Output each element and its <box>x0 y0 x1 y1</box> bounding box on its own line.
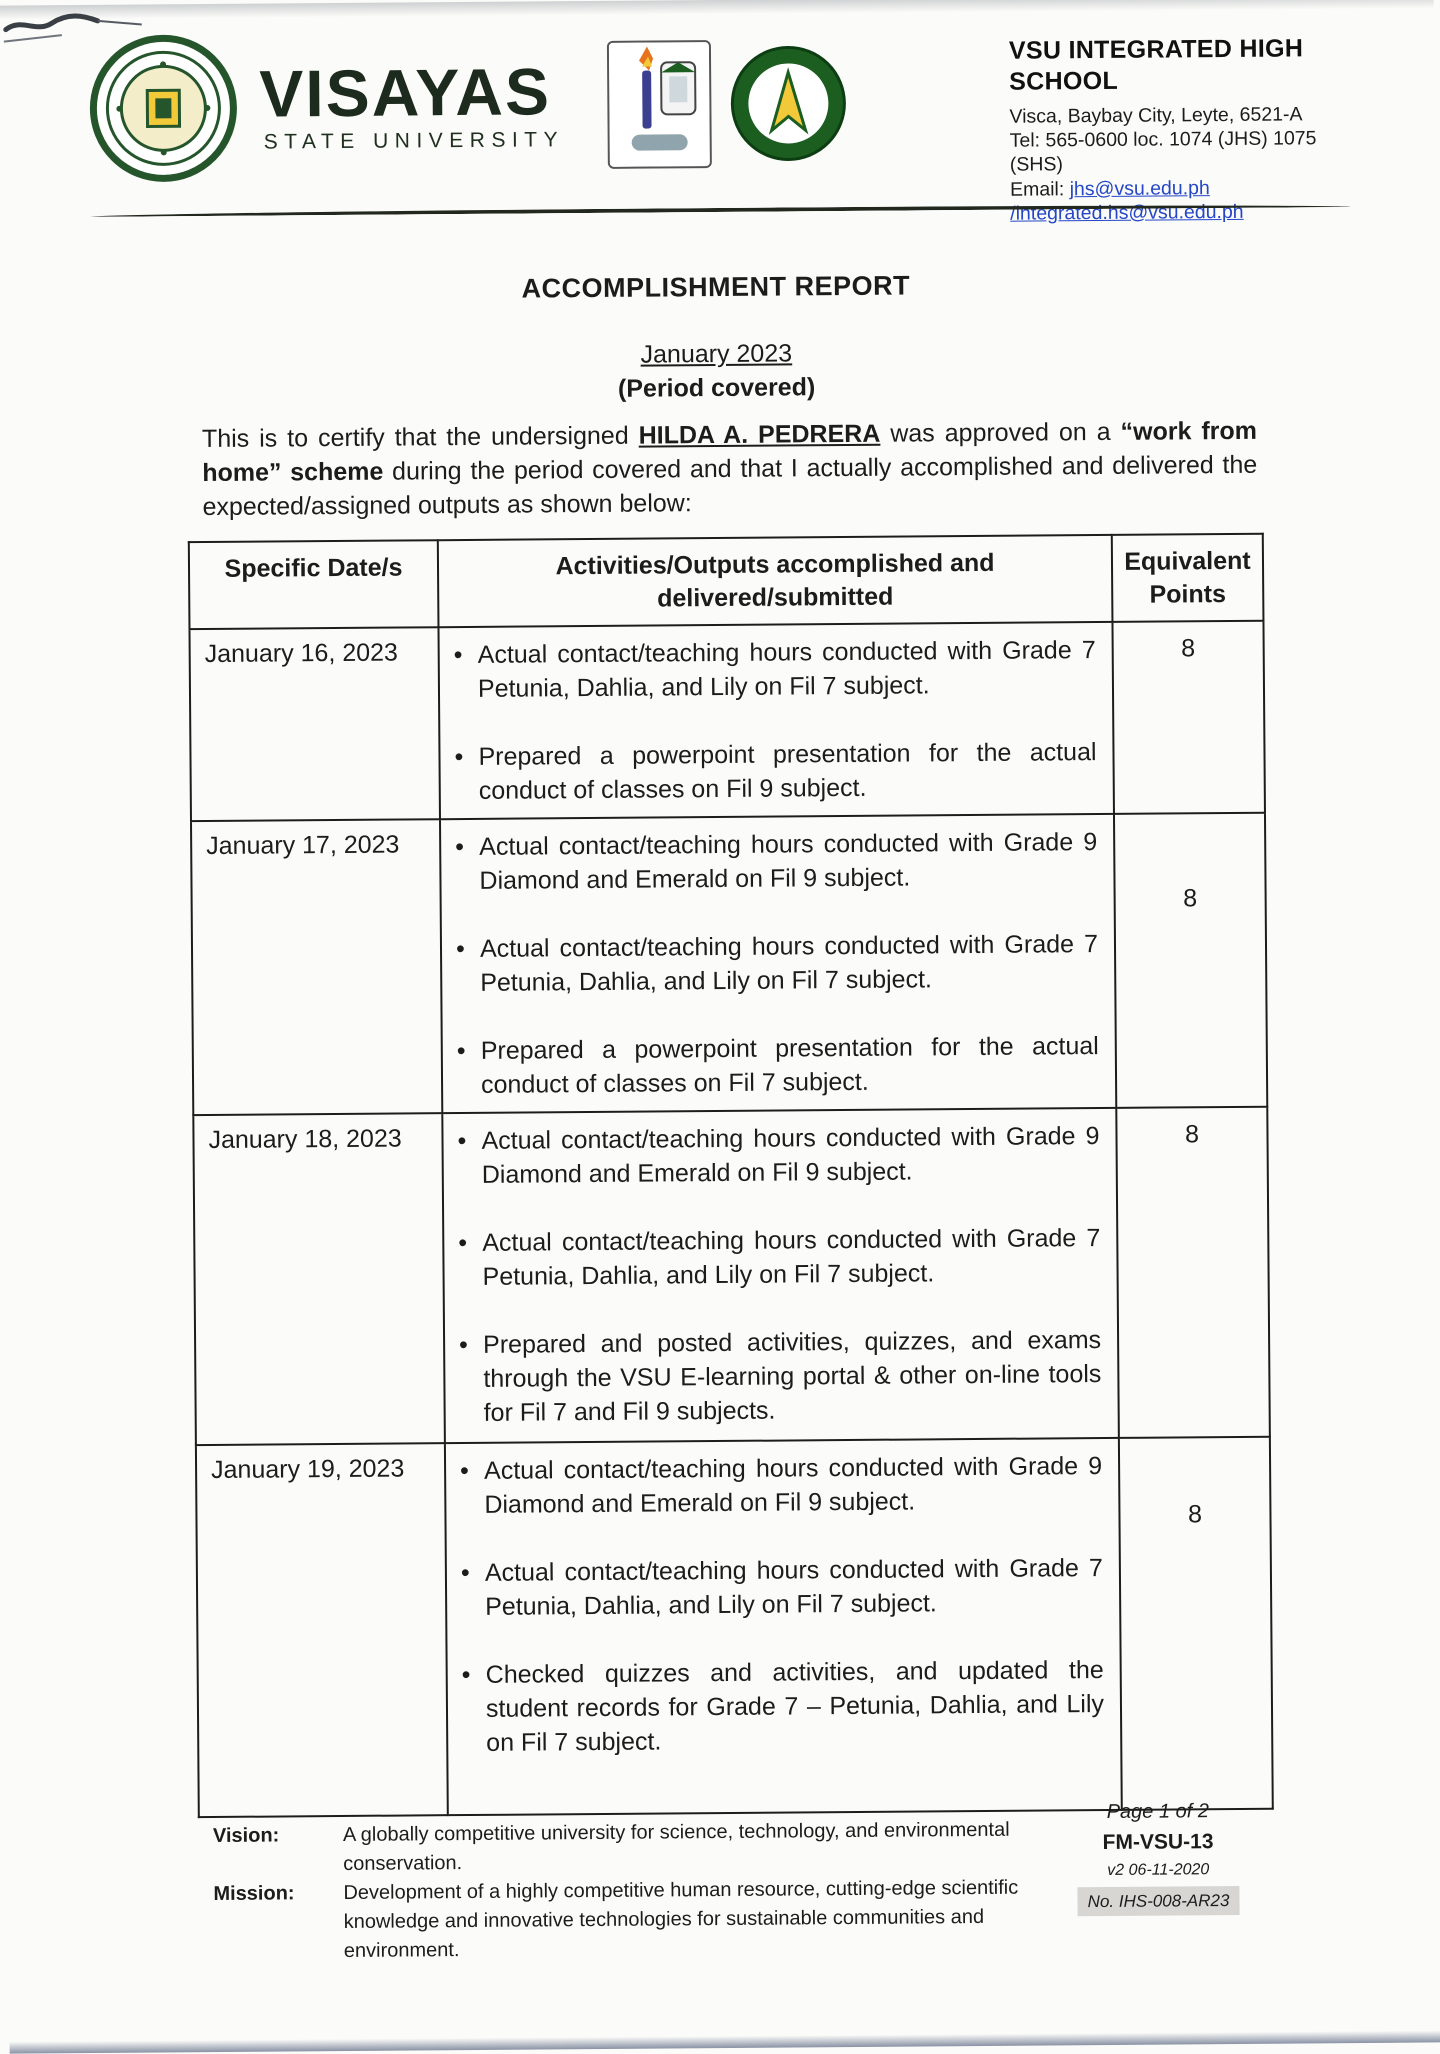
activity-bullet <box>462 1653 1105 1760</box>
table-row <box>196 1437 1273 1817</box>
university-wordmark <box>258 54 565 154</box>
activity-bullet <box>454 633 1097 706</box>
form-code: FM-VSU-13 <box>1102 1830 1214 1855</box>
mission-label: Mission: <box>213 1882 295 1906</box>
email-link-ihs[interactable]: /integrated.hs@vsu.edu.ph <box>1010 200 1244 225</box>
university-subtitle: STATE UNIVERSITY <box>263 128 565 154</box>
vsu-seal-icon <box>89 34 238 183</box>
email-label: Email: <box>1009 177 1070 201</box>
school-address: Visca, Baybay City, Leyte, 6521-A <box>1009 102 1303 128</box>
form-version: v2 06-11-2020 <box>1107 1860 1210 1879</box>
school-email-line <box>1010 175 1340 226</box>
intro-bold-phrase: “work from home” scheme <box>202 416 1258 488</box>
activity-bullet <box>457 1029 1100 1102</box>
intro-text-3: during the period covered and that I actually accomplished and delivered the expected/assigned outputs as shown below: <box>202 450 1258 522</box>
university-name: VISAYAS <box>258 54 552 131</box>
document-number: No. IHS-008-AR23 <box>1078 1885 1240 1916</box>
bullet-dot-icon <box>459 1328 484 1430</box>
certification-paragraph <box>202 414 1258 524</box>
activity-text: Actual contact/teaching hours conducted with Grade 7 Petunia, Dahlia, and Lily on Fil 7 subject. <box>479 930 1099 997</box>
activity-text: Checked quizzes and activities, and updated the student records for Grade 7 – Petunia, Dahlia, and Lily on Fil 7 subject. <box>485 1656 1105 1757</box>
table-header-row <box>189 534 1264 629</box>
intro-text-1: This is to certify that the undersigned <box>201 421 639 454</box>
points-cell: 8 <box>1114 813 1267 1108</box>
scan-edge-top <box>0 0 1434 20</box>
activity-text: Prepared and posted activities, quizzes, and exams through the VSU E-learning portal & other on-line tools for Fil 7 and Fil 9 subjects. <box>483 1326 1102 1427</box>
activity-bullet <box>459 1323 1102 1430</box>
accomplishment-table <box>188 533 1274 1818</box>
bullet-dot-icon <box>460 1454 485 1522</box>
school-telephone: Tel: 565-0600 loc. 1074 (JHS) 1075 (SHS) <box>1009 127 1317 176</box>
activity-text: Prepared a powerpoint presentation for the actual conduct of classes on Fil 7 subject. <box>480 1032 1099 1099</box>
bullet-dot-icon <box>455 830 480 898</box>
intro-text-2: was approved on a <box>880 417 1121 448</box>
activity-text: Actual contact/teaching hours conducted with Grade 7 Petunia, Dahlia, and Lily on Fil 7 subject. <box>477 636 1096 703</box>
table-row <box>193 1107 1270 1445</box>
email-link-jhs[interactable]: jhs@vsu.edu.ph <box>1069 176 1210 200</box>
col-header-points: Equivalent Points <box>1112 534 1264 622</box>
activity-bullet <box>458 1221 1101 1294</box>
period-block <box>0 332 1437 411</box>
period-label: (Period covered) <box>617 372 816 403</box>
activity-text: Actual contact/teaching hours conducted with Grade 9 Diamond and Emerald on Fil 9 subject. <box>484 1452 1103 1519</box>
activity-text: Actual contact/teaching hours conducted with Grade 7 Petunia, Dahlia, and Lily on Fil 7 subject. <box>482 1224 1101 1291</box>
bullet-dot-icon <box>457 1124 482 1192</box>
activity-text: Actual contact/teaching hours conducted with Grade 9 Diamond and Emerald on Fil 9 subject. <box>481 1122 1100 1189</box>
col-header-activities: Activities/Outputs accomplished and delivered/submitted <box>438 535 1113 627</box>
activity-bullet <box>461 1551 1104 1624</box>
activity-text: Prepared a powerpoint presentation for the actual conduct of classes on Fil 9 subject. <box>478 738 1097 805</box>
mission-row <box>213 1873 1054 1967</box>
bullet-dot-icon <box>454 638 479 706</box>
school-name-line2: SCHOOL <box>1009 67 1119 96</box>
date-cell: January 18, 2023 <box>193 1113 445 1445</box>
school-name-line1: VSU INTEGRATED HIGH <box>1008 34 1304 65</box>
table-row <box>191 813 1267 1115</box>
activity-bullet <box>456 927 1099 1000</box>
vision-row <box>213 1815 1053 1880</box>
activities-cell <box>442 1108 1119 1443</box>
logo-group <box>89 29 849 183</box>
activity-bullet <box>454 735 1097 808</box>
report-title: ACCOMPLISHMENT REPORT <box>521 270 911 304</box>
activities-cell <box>438 622 1113 819</box>
letterhead <box>89 25 1340 225</box>
mission-text: Development of a highly competitive human resource, cutting-edge scientific knowledge and innovative technologies for sustainable communities and environment. <box>343 1876 1019 1962</box>
activities-cell <box>440 814 1116 1113</box>
bullet-dot-icon <box>457 1034 482 1102</box>
vision-mission-block <box>213 1815 1054 1967</box>
jhs-torch-logo-icon <box>607 40 712 169</box>
vision-label: Vision: <box>212 1824 280 1848</box>
period-month: January 2023 <box>640 339 793 369</box>
employee-name: HILDA A. PEDRERA <box>638 419 881 450</box>
ihs-seal-icon <box>729 44 848 163</box>
bullet-dot-icon <box>462 1658 487 1760</box>
points-cell: 8 <box>1116 1107 1270 1438</box>
scan-edge-bottom <box>10 2030 1440 2053</box>
document-meta-block <box>1043 1796 1274 1917</box>
bullet-dot-icon <box>454 740 479 808</box>
date-cell: January 16, 2023 <box>189 627 440 821</box>
bullet-dot-icon <box>458 1226 483 1294</box>
col-header-date: Specific Date/s <box>189 540 439 629</box>
activity-bullet <box>460 1449 1103 1522</box>
activity-text: Actual contact/teaching hours conducted with Grade 7 Petunia, Dahlia, and Lily on Fil 7 subject. <box>484 1554 1104 1621</box>
points-cell: 8 <box>1119 1437 1273 1810</box>
table-row <box>189 621 1264 821</box>
activities-cell <box>445 1438 1122 1815</box>
vision-text: A globally competitive university for science, technology, and environmental conservation. <box>342 1818 1010 1875</box>
school-contact-block <box>1009 33 1340 226</box>
school-name <box>1009 33 1339 98</box>
points-cell: 8 <box>1112 621 1265 814</box>
page-number: Page 1 of 2 <box>1106 1800 1210 1823</box>
bullet-dot-icon <box>456 932 481 1000</box>
date-cell: January 19, 2023 <box>196 1443 448 1817</box>
activity-text: Actual contact/teaching hours conducted with Grade 9 Diamond and Emerald on Fil 9 subject. <box>479 828 1098 895</box>
activity-bullet <box>455 825 1098 898</box>
date-cell: January 17, 2023 <box>191 819 442 1115</box>
bullet-dot-icon <box>461 1556 486 1624</box>
activity-bullet <box>457 1119 1100 1192</box>
